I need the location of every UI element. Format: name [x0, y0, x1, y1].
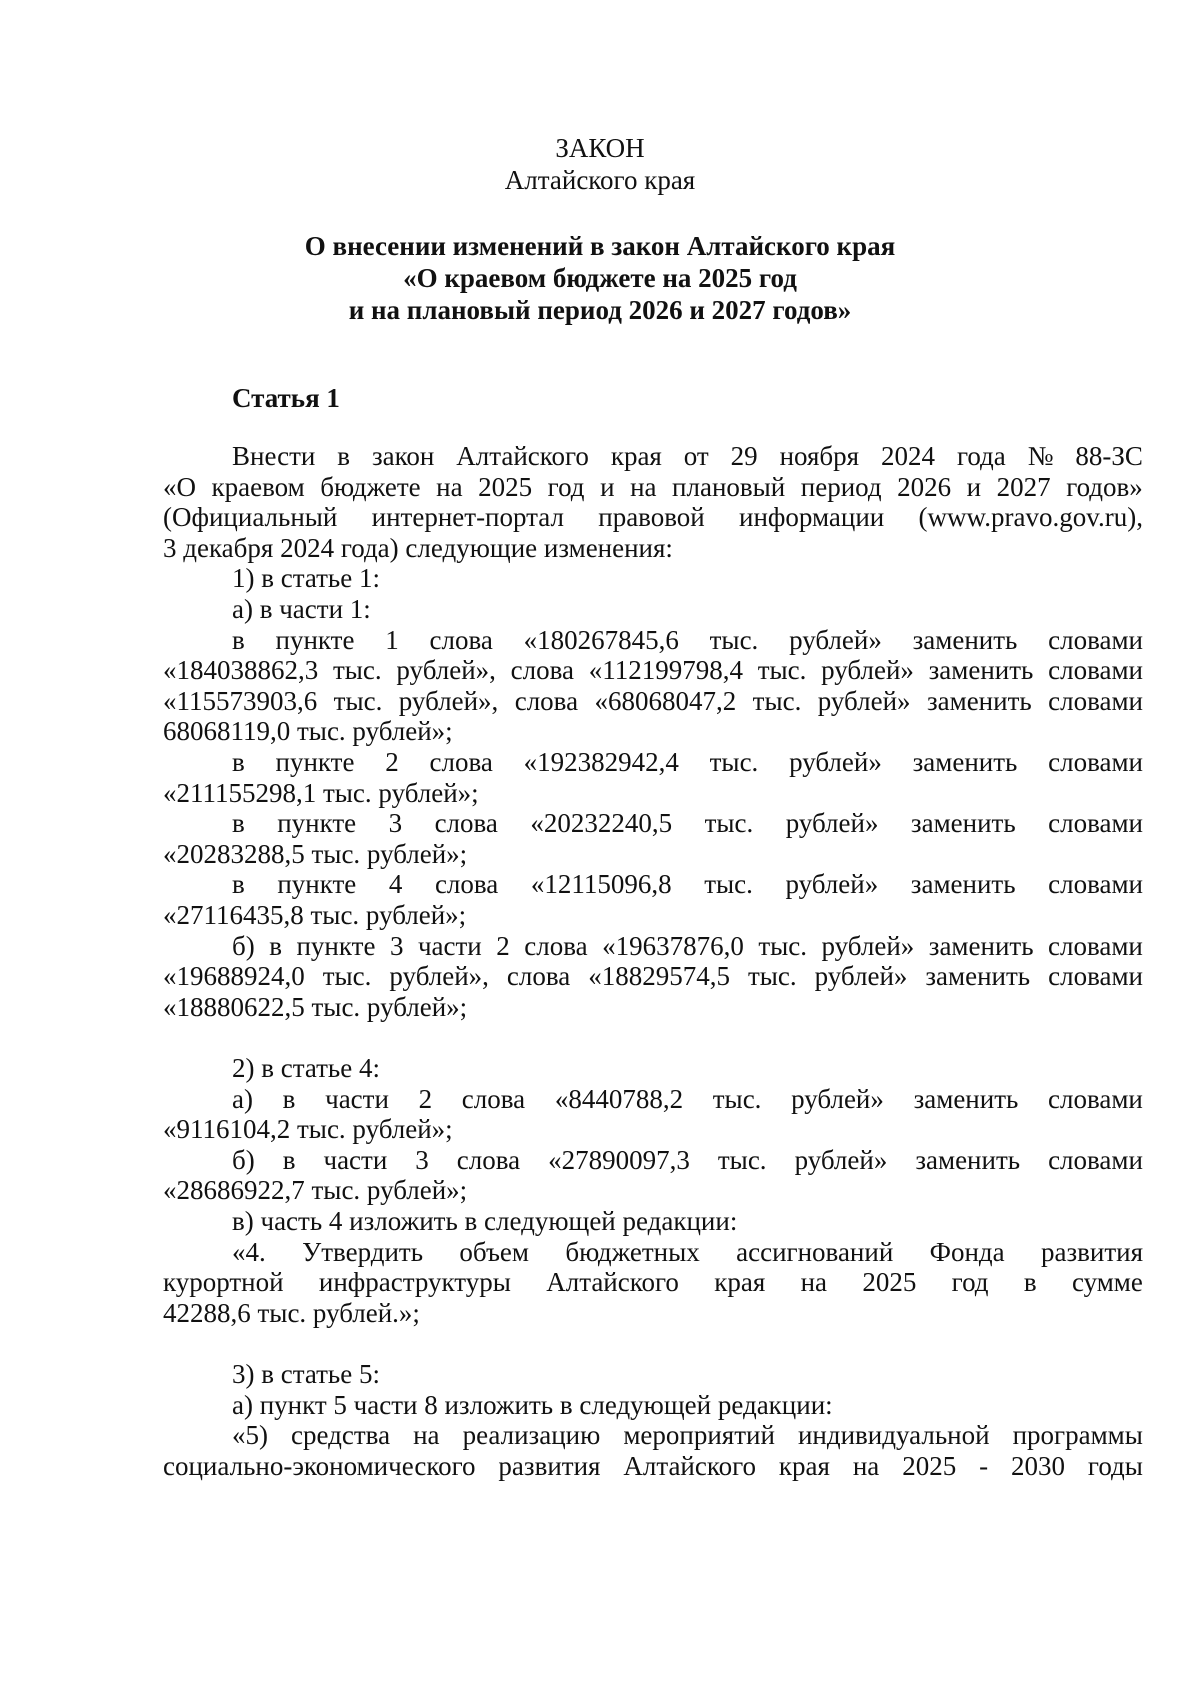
word: 2025	[902, 1451, 957, 1481]
word: -	[979, 1451, 989, 1481]
word: 88-ЗС	[1075, 441, 1143, 471]
word: «12115096,8	[530, 869, 672, 899]
word: в	[1023, 1267, 1037, 1297]
word: пункте	[275, 747, 355, 777]
text-line: 2) в статье 4:	[232, 1053, 380, 1083]
word: заменить	[910, 869, 1016, 899]
word: правовой	[598, 502, 705, 532]
word: ноября	[779, 441, 860, 471]
word: «19688924,0	[163, 961, 305, 991]
word: тыс.	[747, 961, 797, 991]
word: пункте	[296, 931, 376, 961]
heading-line: и на плановый период 2026 и 2027 годов»	[348, 295, 852, 325]
word: программы	[1012, 1420, 1143, 1450]
word: «115573903,6	[163, 686, 318, 716]
word: мероприятий	[623, 1420, 775, 1450]
text-line: «211155298,1 тыс. рублей»;	[163, 778, 479, 808]
word: тыс.	[333, 686, 383, 716]
word: заменить	[928, 931, 1034, 961]
word: словами	[1048, 686, 1143, 716]
word: Алтайского	[456, 441, 589, 471]
word: слова	[434, 808, 498, 838]
word: на	[436, 472, 463, 502]
word: рублей»	[791, 1084, 884, 1114]
word: заменить	[912, 747, 1018, 777]
word: рублей»,	[389, 961, 489, 991]
word: в	[232, 808, 245, 838]
word: рублей»	[821, 931, 915, 961]
word: рублей»	[794, 1145, 888, 1175]
word: информации	[739, 502, 885, 532]
word: «112199798,4	[588, 655, 743, 685]
word: 3	[415, 1145, 429, 1175]
text-line	[163, 471, 1143, 503]
word: год	[951, 1267, 989, 1297]
word: 2	[418, 1084, 433, 1114]
word: «192382942,4	[523, 747, 679, 777]
word: слова	[429, 747, 493, 777]
text-line: а) в части 1:	[232, 594, 371, 624]
word: года	[956, 441, 1006, 471]
word: 29	[730, 441, 758, 471]
heading-line: «О краевом бюджете на 2025 год	[403, 263, 797, 293]
word: годов»	[1066, 472, 1143, 502]
region-subtitle: Алтайского края	[504, 165, 696, 195]
word: «19637876,0	[602, 931, 744, 961]
word: «68068047,2	[594, 686, 737, 716]
word: Фонда	[929, 1237, 1005, 1267]
word: тыс.	[709, 747, 759, 777]
word: тыс.	[709, 625, 759, 655]
word: в	[269, 931, 282, 961]
text-line	[163, 685, 1143, 717]
word: средства	[291, 1420, 391, 1450]
word: «27890097,3	[548, 1145, 690, 1175]
word: части	[417, 931, 482, 961]
word: заменить	[913, 1084, 1019, 1114]
word: рублей»	[821, 655, 914, 685]
text-line: 42288,6 тыс. рублей.»;	[163, 1298, 420, 1328]
word: слова	[506, 961, 571, 991]
text-line	[163, 501, 1143, 533]
word: «8440788,2	[554, 1084, 684, 1114]
word: Внести	[232, 441, 316, 471]
word: заменить	[910, 808, 1016, 838]
word: бюджете	[320, 472, 421, 502]
word: тыс.	[712, 1084, 762, 1114]
word: плановый	[672, 472, 786, 502]
word: рублей»,	[398, 686, 499, 716]
word: словами	[1048, 1145, 1143, 1175]
word: «О	[163, 472, 196, 502]
word: на	[413, 1420, 440, 1450]
text-line	[232, 624, 1143, 656]
text-line	[232, 868, 1143, 900]
word: 2	[385, 747, 399, 777]
word: и	[600, 472, 615, 502]
word: в	[232, 747, 245, 777]
word: 2026	[897, 472, 952, 502]
word: словами	[1048, 747, 1143, 777]
word: сумме	[1071, 1267, 1143, 1297]
word: тыс.	[717, 1145, 767, 1175]
word: краевом	[211, 472, 305, 502]
word: пункте	[275, 625, 355, 655]
law-title: ЗАКОН	[555, 133, 645, 163]
text-line	[232, 1083, 1143, 1115]
word: объем	[459, 1237, 529, 1267]
word: годы	[1087, 1451, 1143, 1481]
word: на	[630, 472, 657, 502]
word: в	[232, 625, 245, 655]
word: б)	[232, 1145, 255, 1175]
word: заменить	[926, 686, 1032, 716]
word: в	[232, 869, 245, 899]
word: развития	[498, 1451, 601, 1481]
word: тыс.	[758, 931, 808, 961]
word: (Официальный	[163, 502, 338, 532]
word: 2024	[881, 441, 936, 471]
word: заменить	[925, 961, 1031, 991]
word: рублей»	[789, 625, 882, 655]
text-line: «20283288,5 тыс. рублей»;	[163, 839, 468, 869]
word: рублей»	[785, 808, 879, 838]
word: в	[337, 441, 351, 471]
article-label: Статья 1	[232, 383, 340, 413]
word: словами	[1048, 869, 1143, 899]
word: а)	[232, 1084, 253, 1114]
text-line: «9116104,2 тыс. рублей»;	[163, 1114, 453, 1144]
word: №	[1027, 441, 1054, 471]
word: края	[778, 1451, 830, 1481]
text-line: 1) в статье 1:	[232, 563, 380, 593]
text-line: «18880622,5 тыс. рублей»;	[163, 992, 468, 1022]
text-line	[232, 807, 1143, 839]
text-line	[232, 1144, 1143, 1176]
word: словами	[1048, 625, 1143, 655]
word: на	[800, 1267, 828, 1297]
text-line	[232, 1419, 1143, 1451]
text-line: а) пункт 5 части 8 изложить в следующей редакции:	[232, 1390, 833, 1420]
word: «180267845,6	[523, 625, 679, 655]
text-line: 3) в статье 5:	[232, 1359, 380, 1389]
word: в	[282, 1084, 296, 1114]
text-line	[232, 746, 1143, 778]
word: тыс.	[757, 655, 807, 685]
word: края	[610, 441, 662, 471]
word: закон	[371, 441, 435, 471]
word: реализацию	[462, 1420, 601, 1450]
word: 2025	[862, 1267, 917, 1297]
word: рублей»,	[396, 655, 496, 685]
text-line	[163, 1266, 1143, 1298]
word: тыс.	[704, 869, 753, 899]
word: тыс.	[752, 686, 802, 716]
word: тыс.	[322, 961, 372, 991]
word: Алтайского	[623, 1451, 757, 1481]
word: края	[714, 1267, 766, 1297]
word: 4	[388, 869, 403, 899]
word: словами	[1048, 655, 1143, 685]
text-line: «28686922,7 тыс. рублей»;	[163, 1175, 468, 1205]
word: б)	[232, 931, 255, 961]
word: 3	[388, 808, 403, 838]
word: части	[323, 1145, 388, 1175]
word: ассигнований	[736, 1237, 894, 1267]
text-line: «27116435,8 тыс. рублей»;	[163, 900, 467, 930]
word: заменить	[915, 1145, 1021, 1175]
word: 1	[385, 625, 399, 655]
word: в	[282, 1145, 296, 1175]
word: на	[852, 1451, 880, 1481]
text-line: 3 декабря 2024 года) следующие изменения:	[163, 533, 673, 563]
word: рублей»	[817, 686, 911, 716]
word: тыс.	[332, 655, 382, 685]
word: социально-экономического	[163, 1451, 476, 1481]
word: «20232240,5	[530, 808, 673, 838]
word: год	[547, 472, 585, 502]
word: (www.pravo.gov.ru),	[918, 502, 1143, 532]
word: слова	[456, 1145, 521, 1175]
word: 2027	[996, 472, 1051, 502]
word: слова	[429, 625, 493, 655]
text-line: в) часть 4 изложить в следующей редакции:	[232, 1206, 738, 1236]
word: Утвердить	[302, 1237, 424, 1267]
word: заменить	[928, 655, 1034, 685]
word: индивидуальной	[797, 1420, 990, 1450]
word: «184038862,3	[163, 655, 319, 685]
word: период	[800, 472, 882, 502]
text-line	[232, 1236, 1143, 1268]
word: словами	[1048, 1084, 1143, 1114]
word: 2	[496, 931, 510, 961]
word: от	[683, 441, 709, 471]
word: 2025	[478, 472, 533, 502]
word: бюджетных	[565, 1237, 700, 1267]
word: развития	[1040, 1237, 1143, 1267]
word: словами	[1048, 931, 1143, 961]
word: курортной	[163, 1267, 284, 1297]
word: «4.	[232, 1237, 266, 1267]
word: тыс.	[704, 808, 754, 838]
word: пункте	[277, 808, 357, 838]
text-line	[232, 930, 1143, 962]
word: 3	[389, 931, 404, 961]
word: рублей»	[814, 961, 908, 991]
word: и	[966, 472, 982, 502]
word: части	[325, 1084, 389, 1114]
text-line: 68068119,0 тыс. рублей»;	[163, 716, 453, 746]
word: Алтайского	[546, 1267, 679, 1297]
word: слова	[514, 686, 579, 716]
word: пункте	[277, 869, 357, 899]
text-line	[163, 960, 1143, 992]
word: слова	[524, 931, 588, 961]
word: инфраструктуры	[318, 1267, 511, 1297]
word: рублей»	[789, 747, 882, 777]
word: словами	[1048, 808, 1143, 838]
word: интернет-портал	[371, 502, 564, 532]
word: словами	[1048, 961, 1143, 991]
heading-line: О внесении изменений в закон Алтайского края	[304, 231, 896, 261]
word: слова	[434, 869, 499, 899]
word: слова	[510, 655, 574, 685]
text-line	[163, 654, 1143, 686]
word: слова	[461, 1084, 526, 1114]
word: 2030	[1011, 1451, 1066, 1481]
word: «5)	[232, 1420, 268, 1450]
word: «18829574,5	[588, 961, 730, 991]
word: заменить	[912, 625, 1018, 655]
word: рублей»	[785, 869, 879, 899]
text-line	[232, 440, 1143, 472]
text-line	[163, 1450, 1143, 1482]
